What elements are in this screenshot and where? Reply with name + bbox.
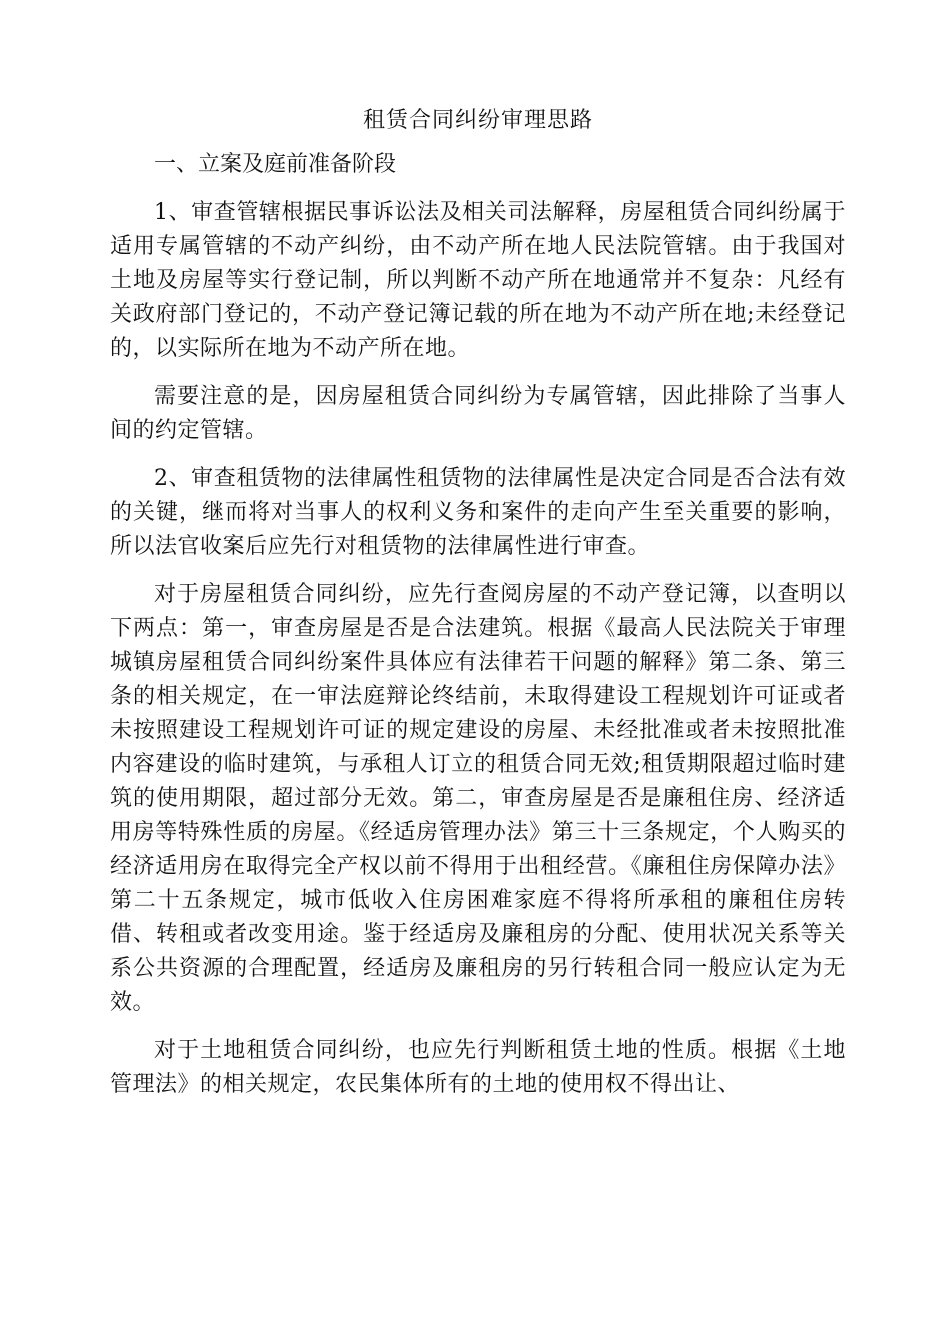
paragraph-land-lease: 对于土地租赁合同纠纷，也应先行判断租赁土地的性质。根据《土地管理法》的相关规定，农民集体所有的土地的使用权不得出让、 xyxy=(110,1038,846,1097)
document-page xyxy=(110,104,846,1116)
section-heading: 一、立案及庭前准备阶段 xyxy=(154,152,397,177)
paragraph-house-lease: 对于房屋租赁合同纠纷，应先行查阅房屋的不动产登记簿，以查明以下两点：第一，审查房屋是否是合法建筑。根据《最高人民法院关于审理城镇房屋租赁合同纠纷案件具体应有法律若干问题的解释》第二条、第三条的相关规定，在一审法庭辩论终结前，未取得建设工程规划许可证或者未按照建设工程规划许可证的规定建设的房屋、未经批准或者未按照批准内容建设的临时建筑，与承租人订立的租赁合同无效;租赁期限超过临时建筑的使用期限，超过部分无效。第二，审查房屋是否是廉租住房、经济适用房等特殊性质的房屋。《经适房管理办法》第三十三条规定，个人购买的经济适用房在取得完全产权以前不得用于出租经营。《廉租住房保障办法》第二十五条规定，城市低收入住房困难家庭不得将所承租的廉租住房转借、转租或者改变用途。鉴于经适房及廉租房的分配、使用状况关系等关系公共资源的合理配置，经适房及廉租房的另行转租合同一般应认定为无效。 xyxy=(110,582,846,1015)
paragraph-jurisdiction: 1、审查管辖根据民事诉讼法及相关司法解释，房屋租赁合同纠纷属于适用专属管辖的不动产纠纷，由不动产所在地人民法院管辖。由于我国对土地及房屋等实行登记制，所以判断不动产所在地通常并不复杂：凡经有关政府部门登记的，不动产登记簿记载的所在地为不动产所在地;未经登记的，以实际所在地为不动产所在地。 xyxy=(110,200,846,361)
paragraph-leased-property: 2、审查租赁物的法律属性租赁物的法律属性是决定合同是否合法有效的关键，继而将对当事人的权利义务和案件的走向产生至关重要的影响，所以法官收案后应先行对租赁物的法律属性进行审查。 xyxy=(110,466,846,559)
document-title: 租赁合同纠纷审理思路 xyxy=(362,108,593,133)
paragraph-jurisdiction-note: 需要注意的是，因房屋租赁合同纠纷为专属管辖，因此排除了当事人间的约定管辖。 xyxy=(110,384,846,443)
